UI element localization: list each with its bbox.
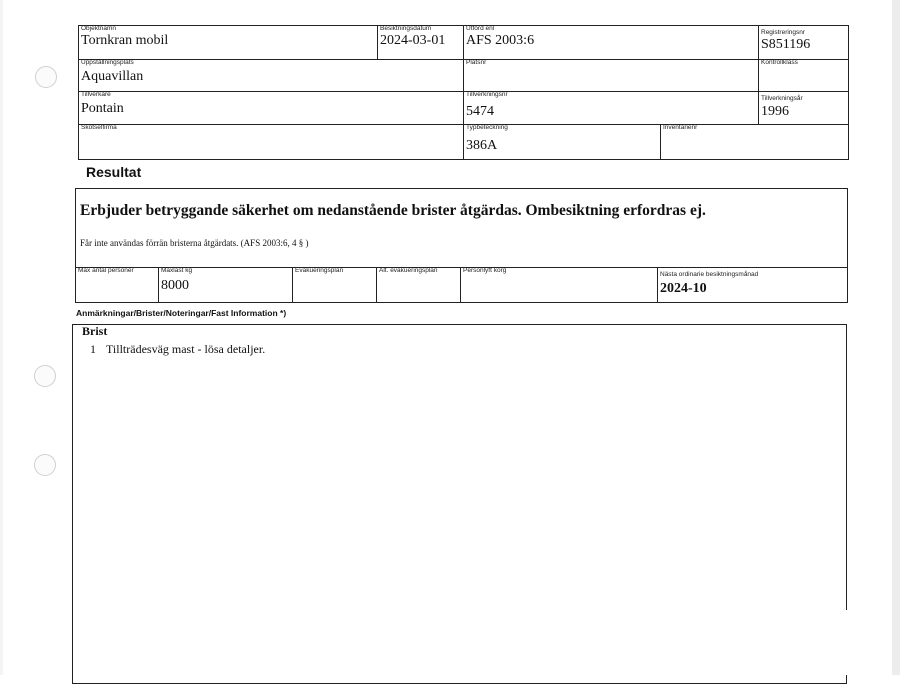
field-value: 5474 [466,104,494,119]
field-label: Platsnr [466,59,487,66]
field-value: 1996 [761,104,789,119]
field-objektnamn [79,25,377,59]
binder-hole-top [35,66,57,88]
field-nasta-besiktning [658,267,848,303]
field-registreringsnr [759,25,849,59]
field-typbeteckning [464,124,660,160]
binder-hole-bottom [34,454,56,476]
page-edge-right [892,0,900,675]
field-label: Besiktningsdatum [380,25,432,32]
field-label: Inventarienr [663,124,698,131]
field-label: Uppställningsplats [81,59,134,66]
item-number: 1 [90,342,96,356]
field-value: S851196 [761,37,811,52]
item-text: Tillträdesväg mast - lösa detaljer. [106,342,266,356]
field-value: 8000 [161,278,189,293]
field-label: Utförd enl [466,25,495,32]
field-utford-enl [464,25,758,59]
field-skotselfirma [79,124,463,160]
field-label: Tillverkare [81,91,111,98]
field-label: Maxlast kg [161,267,193,274]
field-value: 386A [466,138,498,153]
field-label: Skötselfirma [81,124,117,131]
field-max-personer [76,267,158,303]
field-label: Kontrollklass [761,59,798,66]
field-maxlast [159,267,292,303]
field-personlyft-korg [461,267,657,303]
field-label: Nästa ordinarie besiktningsmånad [660,271,759,278]
field-label: Max antal personer [78,267,134,274]
list-item [90,342,265,357]
field-value: AFS 2003:6 [466,33,535,48]
field-value: Pontain [81,101,124,116]
remarks-box [72,324,847,684]
field-besiktningsdatum [378,25,463,59]
field-tillverkningsar [759,91,849,124]
field-value: Tornkran mobil [81,33,169,48]
page-edge-left [0,0,3,675]
field-inventarienr [661,124,849,160]
field-label: Tillverkningsnr [466,91,508,98]
scan-artifact [841,610,847,675]
field-label: Evakueringsplan [295,267,344,274]
field-label: Objektnamn [81,25,117,32]
field-value: Aquavillan [81,69,144,84]
result-statement: Erbjuder betryggande säkerhet om nedanstående brister åtgärdas. Ombesiktning erfordras ej. [80,202,706,219]
result-heading: Resultat [86,164,142,180]
brist-title: Brist [82,324,108,338]
field-value: 2024-03-01 [380,33,446,48]
field-kontrollklass [759,59,849,91]
field-label: Typbeteckning [466,124,508,131]
field-label: Tillverkningsår [761,95,803,102]
field-platsnr [464,59,758,91]
field-tillverkningsnr [464,91,758,124]
binder-hole-middle [34,365,56,387]
field-label: Personlyft korg [463,267,507,274]
field-value: 2024-10 [660,281,707,296]
remarks-heading: Anmärkningar/Brister/Noteringar/Fast Information *) [76,308,287,318]
field-evakueringsplan [293,267,376,303]
field-tillverkare [79,91,463,124]
result-note: Får inte användas förrän bristerna åtgärdats. (AFS 2003:6, 4 § ) [80,238,309,248]
field-uppstallningsplats [79,59,463,91]
field-alt-evakueringsplan [377,267,460,303]
field-label: Alt. evakueringsplan [379,267,438,274]
field-label: Registreringsnr [761,29,806,36]
